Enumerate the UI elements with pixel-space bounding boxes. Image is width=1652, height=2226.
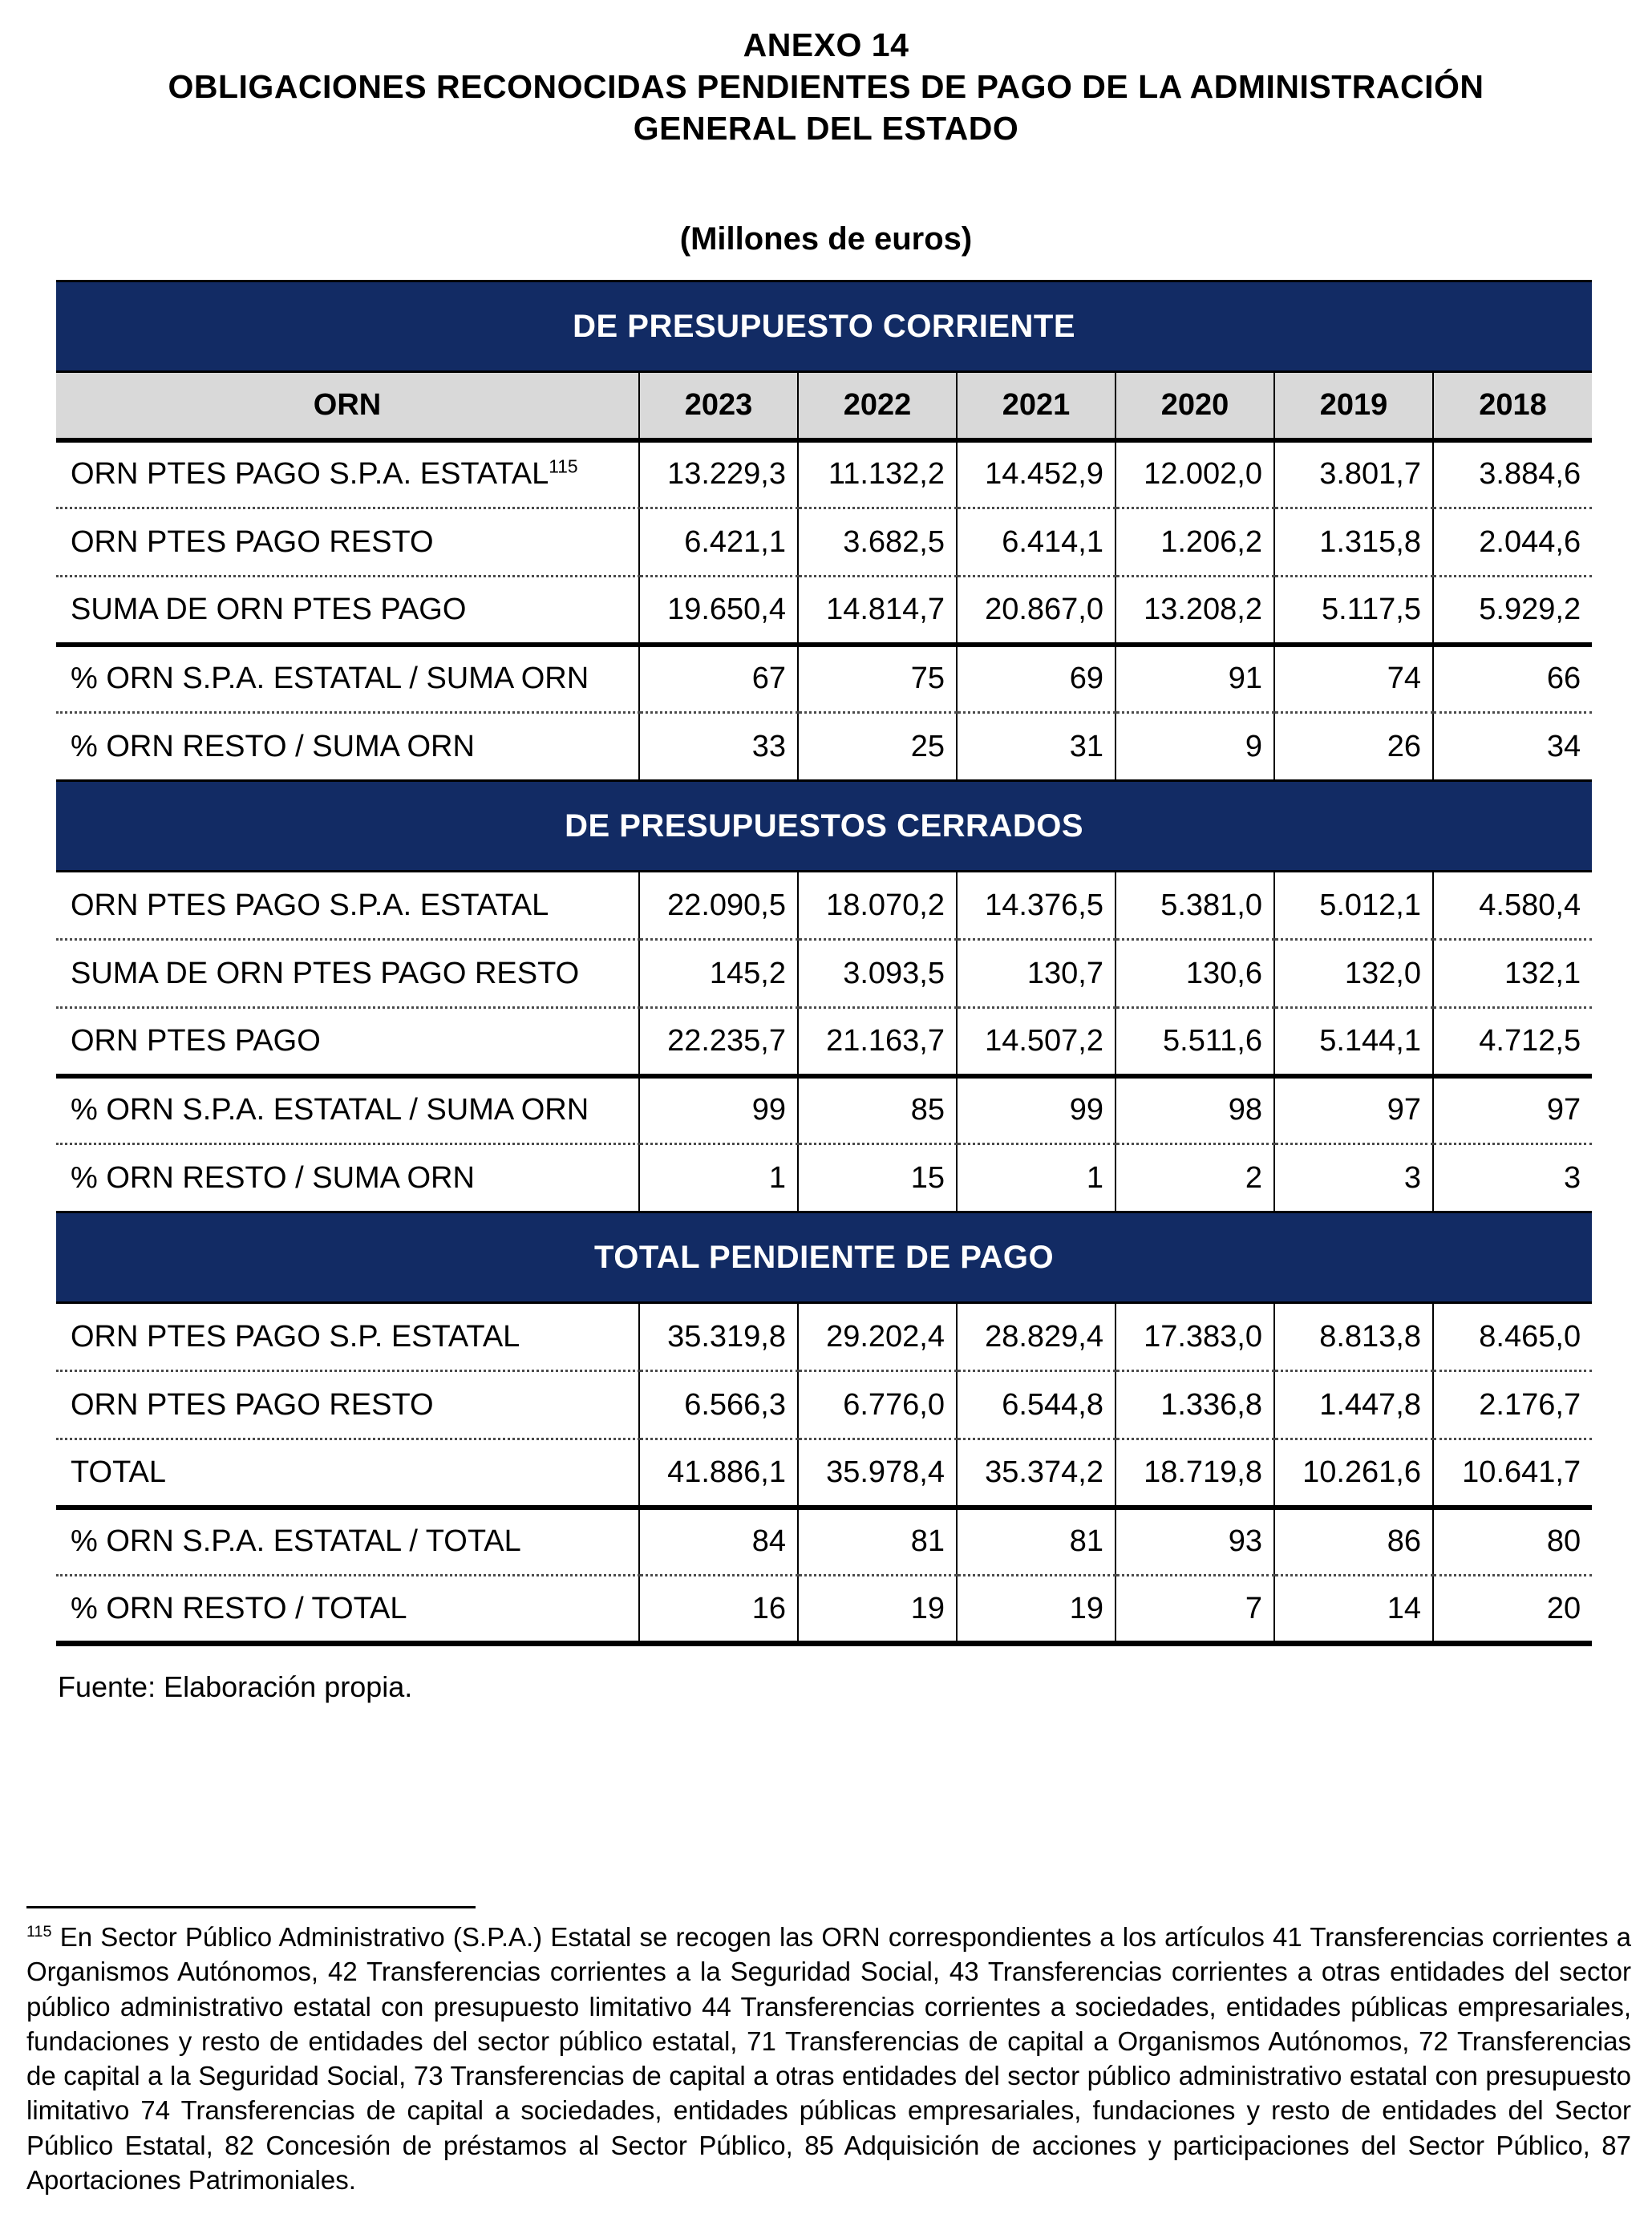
value-cell: 5.929,2 [1433,577,1592,645]
value-cell: 5.117,5 [1274,577,1433,645]
footnote-separator [26,1906,476,1908]
value-cell: 75 [798,645,957,713]
value-cell: 14 [1274,1576,1433,1644]
row-label [56,508,639,577]
row-label-text: ORN PTES PAGO S.P.A. ESTATAL [71,888,549,922]
value-cell: 34 [1433,713,1592,781]
value-cell: 10.641,7 [1433,1439,1592,1508]
value-cell: 3.682,5 [798,508,957,577]
row-label-text: ORN PTES PAGO S.P. ESTATAL [71,1319,520,1354]
value-cell: 2 [1116,1144,1274,1212]
value-cell: 130,6 [1116,940,1274,1008]
value-cell: 17.383,0 [1116,1303,1274,1371]
table-row [56,1008,1592,1076]
value-cell: 1.336,8 [1116,1371,1274,1439]
value-cell: 11.132,2 [798,440,957,508]
footnote-text: En Sector Público Administrativo (S.P.A.) Estatal se recogen las ORN correspondientes a los artículos 41 Transferencias corrientes a Organismos Autónomos, 42 Transferencias corrientes a la Seguridad Social, 43 Transferencias corrientes a otras entidades del sector público administrativo estatal con presupuesto limitativo 44 Transferencias corrientes a sociedades, entidades públicas empresariales, fundaciones y resto de entidades del sector público estatal, 71 Transferencias de capital a Organismos Autónomos, 72 Transferencias de capital a la Seguridad Social, 73 Transferencias de capital a otras entidades del sector público administrativo estatal con presupuesto limitativo 74 Transferencias de capital a sociedades, entidades públicas empresariales, fundaciones y resto de entidades del Sector Público Estatal, 82 Concesión de préstamos al Sector Público, 85 Adquisición de acciones y participaciones del Sector Público, 87 Aportaciones Patrimoniales. [26,1922,1632,2195]
value-cell: 74 [1274,645,1433,713]
row-label [56,1371,639,1439]
section-header: DE PRESUPUESTOS CERRADOS [56,781,1592,872]
section-header: DE PRESUPUESTO CORRIENTE [56,281,1592,372]
value-cell: 6.421,1 [639,508,798,577]
value-cell: 81 [957,1508,1116,1576]
row-label [56,713,639,781]
value-cell: 3.093,5 [798,940,957,1008]
value-cell: 8.813,8 [1274,1303,1433,1371]
row-label [56,940,639,1008]
value-cell: 85 [798,1076,957,1144]
value-cell: 25 [798,713,957,781]
year-column-header: 2021 [957,372,1116,440]
row-label-text: % ORN S.P.A. ESTATAL / SUMA ORN [71,1093,589,1127]
page-title-line: OBLIGACIONES RECONOCIDAS PENDIENTES DE PAGO DE LA ADMINISTRACIÓN [168,68,1484,106]
value-cell: 5.144,1 [1274,1008,1433,1076]
page-title [0,0,1652,149]
section-row [56,281,1592,372]
value-cell: 5.012,1 [1274,872,1433,940]
value-cell: 33 [639,713,798,781]
value-cell: 84 [639,1508,798,1576]
value-cell: 22.090,5 [639,872,798,940]
value-cell: 4.712,5 [1433,1008,1592,1076]
table-row [56,713,1592,781]
value-cell: 81 [798,1508,957,1576]
row-label [56,645,639,713]
row-label [56,1303,639,1371]
value-cell: 93 [1116,1508,1274,1576]
value-cell: 86 [1274,1508,1433,1576]
value-cell: 67 [639,645,798,713]
value-cell: 3 [1433,1144,1592,1212]
year-column-header: 2023 [639,372,798,440]
value-cell: 18.719,8 [1116,1439,1274,1508]
value-cell: 3 [1274,1144,1433,1212]
value-cell: 132,0 [1274,940,1433,1008]
value-cell: 69 [957,645,1116,713]
value-cell: 1.315,8 [1274,508,1433,577]
value-cell: 9 [1116,713,1274,781]
value-cell: 16 [639,1576,798,1644]
row-label [56,440,639,508]
value-cell: 13.229,3 [639,440,798,508]
value-cell: 99 [639,1076,798,1144]
value-cell: 1.447,8 [1274,1371,1433,1439]
table-row [56,508,1592,577]
year-column-header: 2018 [1433,372,1592,440]
obligations-table [56,280,1592,1646]
value-cell: 13.208,2 [1116,577,1274,645]
value-cell: 6.544,8 [957,1371,1116,1439]
value-cell: 41.886,1 [639,1439,798,1508]
value-cell: 2.176,7 [1433,1371,1592,1439]
units-subtitle: (Millones de euros) [679,221,973,257]
value-cell: 29.202,4 [798,1303,957,1371]
row-label-text: TOTAL [71,1455,166,1489]
value-cell: 91 [1116,645,1274,713]
value-cell: 97 [1274,1076,1433,1144]
row-label-text: ORN PTES PAGO [71,1023,321,1058]
row-label-text: SUMA DE ORN PTES PAGO [71,592,467,626]
value-cell: 99 [957,1076,1116,1144]
value-cell: 3.884,6 [1433,440,1592,508]
page-title-line: GENERAL DEL ESTADO [633,110,1019,148]
value-cell: 97 [1433,1076,1592,1144]
row-label [56,1576,639,1644]
value-cell: 19.650,4 [639,577,798,645]
table-row [56,872,1592,940]
value-cell: 35.978,4 [798,1439,957,1508]
year-column-header: 2019 [1274,372,1433,440]
row-label-text: ORN PTES PAGO RESTO [71,1387,434,1422]
source-note: Fuente: Elaboración propia. [58,1670,413,1704]
value-cell: 8.465,0 [1433,1303,1592,1371]
value-cell: 20.867,0 [957,577,1116,645]
year-column-header: 2020 [1116,372,1274,440]
row-label-text: % ORN RESTO / SUMA ORN [71,1160,475,1195]
footnote [26,1920,1631,2197]
section-row [56,1212,1592,1303]
section-row [56,781,1592,872]
value-cell: 132,1 [1433,940,1592,1008]
footnote-ref: 115 [549,455,578,477]
value-cell: 5.381,0 [1116,872,1274,940]
table-row [56,645,1592,713]
value-cell: 14.814,7 [798,577,957,645]
row-label-text: % ORN RESTO / TOTAL [71,1591,407,1625]
value-cell: 22.235,7 [639,1008,798,1076]
table-row [56,1439,1592,1508]
row-label [56,872,639,940]
value-cell: 130,7 [957,940,1116,1008]
table-row [56,440,1592,508]
year-column-header: 2022 [798,372,957,440]
value-cell: 6.776,0 [798,1371,957,1439]
value-cell: 7 [1116,1576,1274,1644]
row-label [56,1076,639,1144]
row-label-text: % ORN S.P.A. ESTATAL / TOTAL [71,1524,521,1559]
table-row [56,1371,1592,1439]
row-label-text: SUMA DE ORN PTES PAGO RESTO [71,956,580,990]
value-cell: 1 [957,1144,1116,1212]
table-row [56,1076,1592,1144]
row-header-label: ORN [56,372,639,440]
footnote-marker: 115 [26,1923,52,1941]
value-cell: 18.070,2 [798,872,957,940]
row-label-text: ORN PTES PAGO RESTO [71,524,434,559]
value-cell: 20 [1433,1576,1592,1644]
value-cell: 1 [639,1144,798,1212]
row-label [56,1508,639,1576]
row-label [56,1144,639,1212]
value-cell: 5.511,6 [1116,1008,1274,1076]
row-label [56,1008,639,1076]
table-row [56,940,1592,1008]
year-header-row [56,372,1592,440]
value-cell: 15 [798,1144,957,1212]
value-cell: 3.801,7 [1274,440,1433,508]
row-label-text: % ORN RESTO / SUMA ORN [71,729,475,763]
value-cell: 4.580,4 [1433,872,1592,940]
value-cell: 19 [957,1576,1116,1644]
row-label [56,577,639,645]
value-cell: 21.163,7 [798,1008,957,1076]
section-header: TOTAL PENDIENTE DE PAGO [56,1212,1592,1303]
page-title-line: ANEXO 14 [743,26,909,63]
value-cell: 2.044,6 [1433,508,1592,577]
value-cell: 28.829,4 [957,1303,1116,1371]
value-cell: 35.319,8 [639,1303,798,1371]
row-label-text: % ORN S.P.A. ESTATAL / SUMA ORN [71,662,589,696]
value-cell: 19 [798,1576,957,1644]
table-row [56,1508,1592,1576]
value-cell: 26 [1274,713,1433,781]
table-row [56,1303,1592,1371]
value-cell: 98 [1116,1076,1274,1144]
table-row [56,577,1592,645]
value-cell: 10.261,6 [1274,1439,1433,1508]
value-cell: 6.414,1 [957,508,1116,577]
row-label [56,1439,639,1508]
value-cell: 66 [1433,645,1592,713]
value-cell: 80 [1433,1508,1592,1576]
value-cell: 14.507,2 [957,1008,1116,1076]
table-row [56,1144,1592,1212]
value-cell: 12.002,0 [1116,440,1274,508]
value-cell: 14.376,5 [957,872,1116,940]
value-cell: 1.206,2 [1116,508,1274,577]
value-cell: 31 [957,713,1116,781]
row-label-text: ORN PTES PAGO S.P.A. ESTATAL [71,457,549,492]
value-cell: 6.566,3 [639,1371,798,1439]
value-cell: 145,2 [639,940,798,1008]
value-cell: 14.452,9 [957,440,1116,508]
value-cell: 35.374,2 [957,1439,1116,1508]
table-row [56,1576,1592,1644]
